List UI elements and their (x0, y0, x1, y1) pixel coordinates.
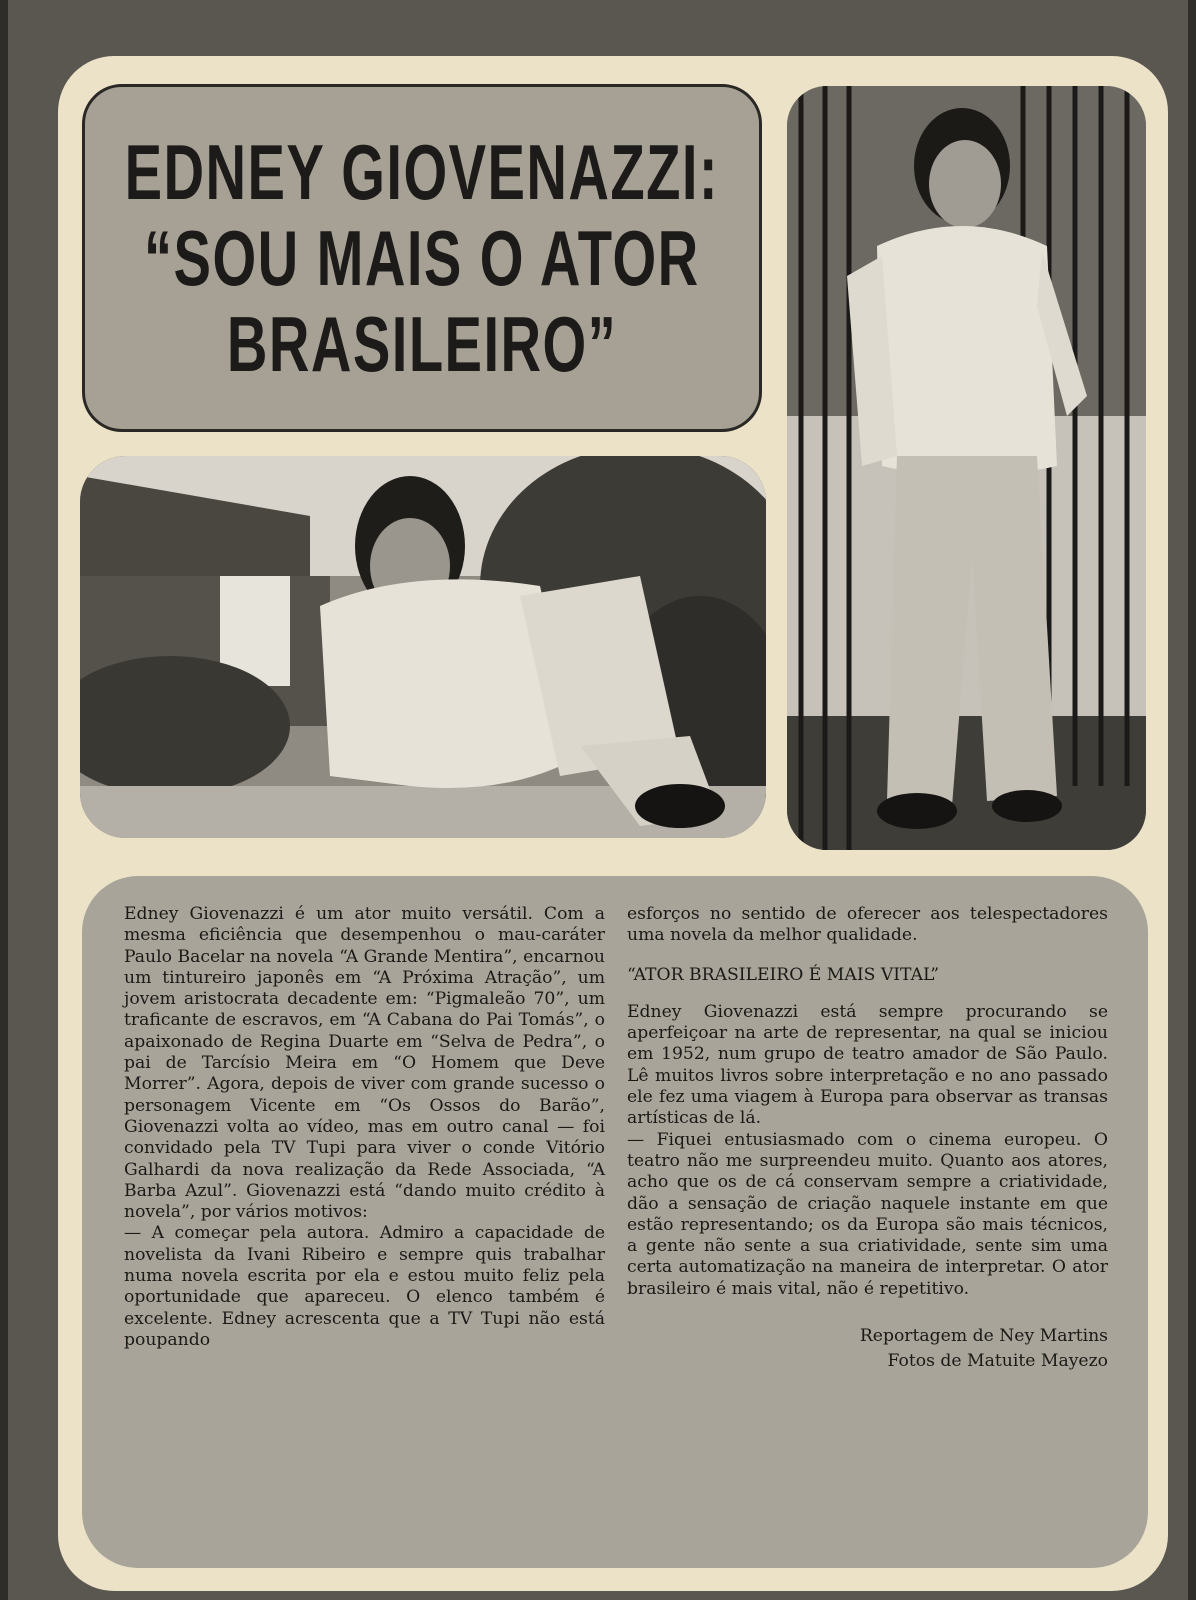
headline-box (82, 84, 762, 432)
article-column-right (627, 904, 1108, 1374)
photo-actor-standing (787, 86, 1146, 850)
headline-line-1: EDNEY GIOVENAZZI: (124, 128, 720, 216)
article-paragraph: — Fiquei entusiasmado com o cinema europeu. O teatro não me surpreendeu muito. Quanto aos atores, acho que os de cá conservam sempre a criatividade, dão a sensação de criação naquele instante em que estão representando; os da Europa são mais técnicos, a gente não sente a sua criatividade, sente sim uma certa automatização na maneira de interpretar. O ator brasileiro é mais vital, não é repetitivo. (627, 1129, 1108, 1299)
headline-line-3: BRASILEIRO” (226, 300, 618, 388)
magazine-page (8, 0, 1188, 1600)
article-column-left (124, 904, 605, 1374)
credits (627, 1324, 1108, 1374)
article-paragraph: esforços no sentido de oferecer aos telespectadores uma novela da melhor qualidade. (627, 904, 1108, 946)
article-paragraph: Edney Giovenazzi é um ator muito versátil. Com a mesma eficiência que desempenhou o mau-caráter Paulo Bacelar na novela “A Grande Mentira”, encarnou um tintureiro japonês em “A Próxima Atração”, um jovem aristocrata decadente em: “Pigmaleão 70”, um traficante de escravos, em “A Cabana do Pai Tomás”, o apaixonado de Regina Duarte em “Selva de Pedra”, o pai de Tarcísio Meira em “O Homem que Deve Morrer”. Agora, depois de viver com grande sucesso o personagem Vicente em “Os Ossos do Barão”, Giovenazzi volta ao vídeo, mas em outro canal — foi convidado pela TV Tupi para viver o conde Vitório Galhardi da nova realização da Rede Associada, “A Barba Azul”. Giovenazzi está “dando muito crédito à novela”, por vários motivos: (124, 904, 605, 1223)
credit-photos: Fotos de Matuite Mayezo (887, 1351, 1108, 1372)
article-text-box (82, 876, 1148, 1568)
headline-line-2: “SOU MAIS O ATOR (144, 214, 700, 302)
article-paragraph: Edney Giovenazzi está sempre procurando se aperfeiçoar na arte de representar, na qual se iniciou em 1952, num grupo de teatro amador de São Paulo. Lê muitos livros sobre interpretação e no ano passado ele fez uma viagem à Europa para observar as transas artísticas de lá. (627, 1001, 1108, 1129)
article-subheading: “ATOR BRASILEIRO É MAIS VITAL” (627, 964, 940, 985)
photo-actor-sitting (80, 456, 766, 838)
article-paragraph: — A começar pela autora. Admiro a capacidade de novelista da Ivani Ribeiro e sempre quis trabalhar numa novela escrita por ela e estou muito feliz pela oportunidade que apareceu. O elenco também é excelente. Edney acrescenta que a TV Tupi não está poupando (124, 1223, 605, 1350)
credit-report: Reportagem de Ney Martins (859, 1326, 1108, 1347)
